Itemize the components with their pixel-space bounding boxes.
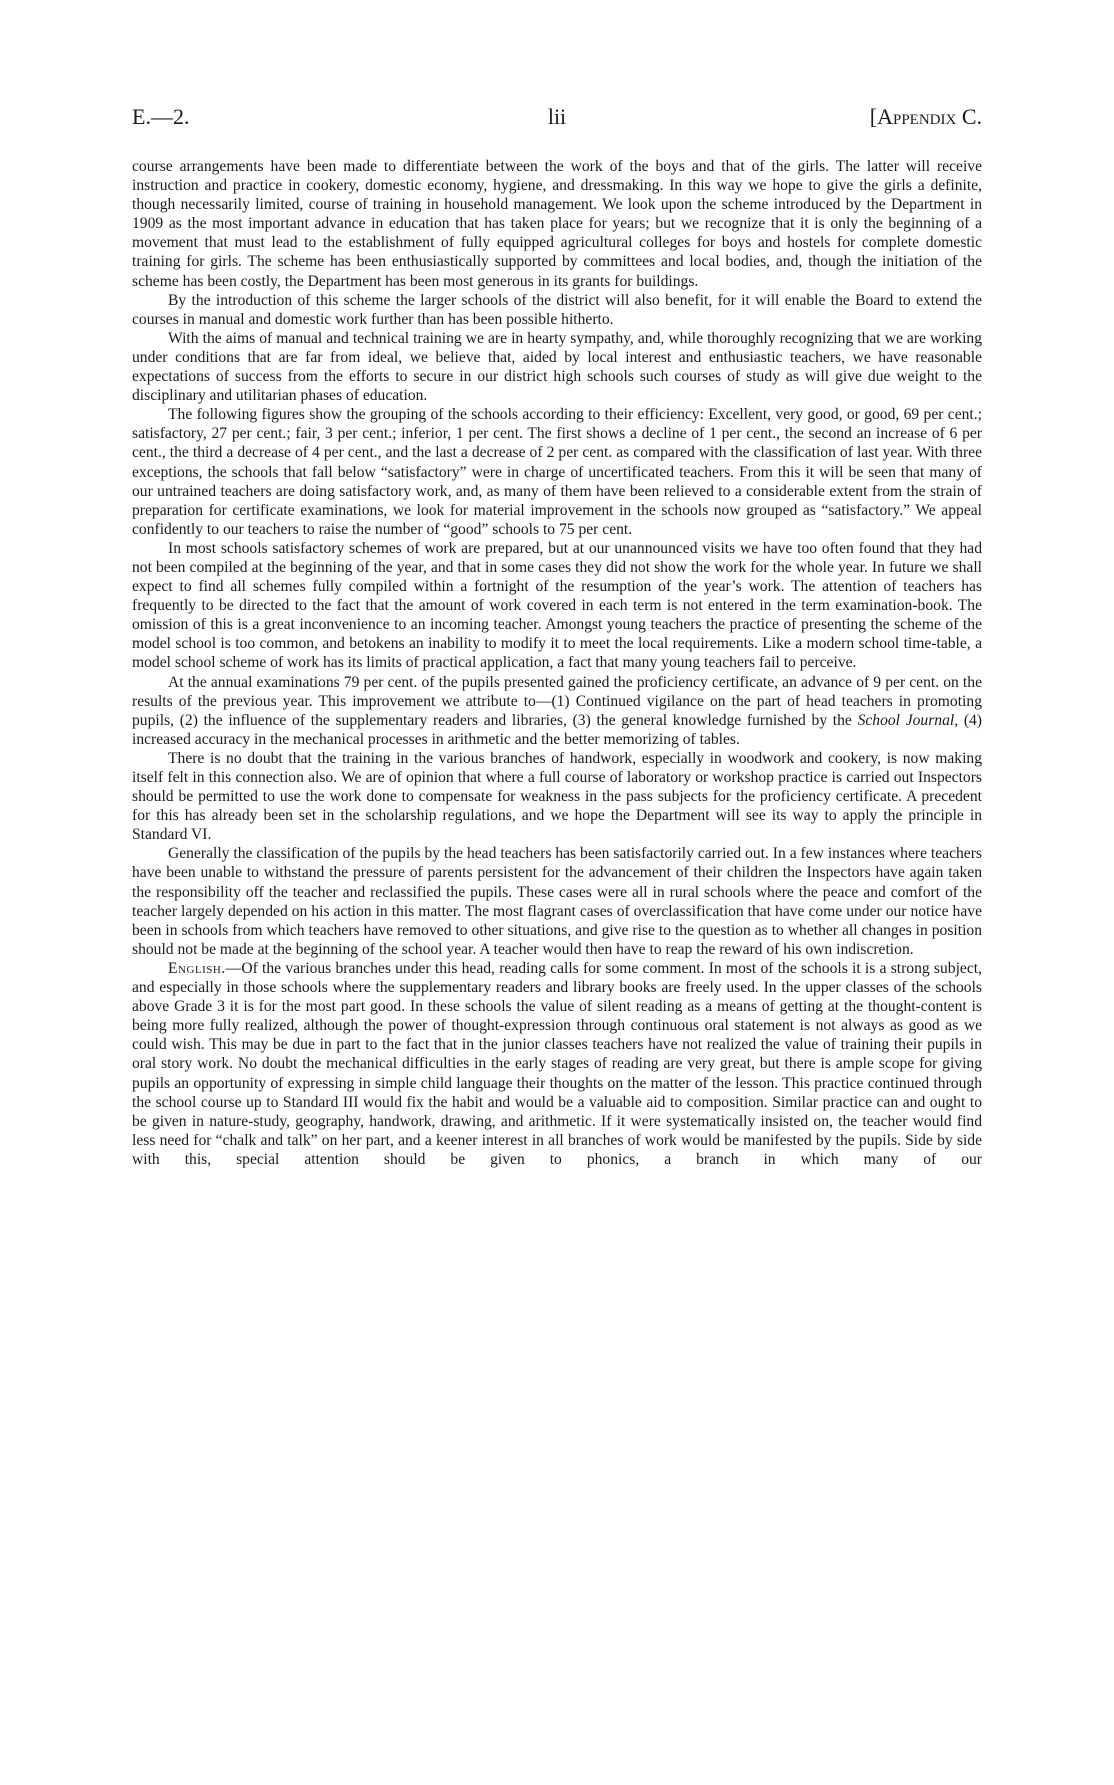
- header-reference: E.—2.: [132, 104, 190, 129]
- header-appendix: [Appendix C.: [869, 104, 982, 129]
- paragraph-5: In most schools satisfactory schemes of work are prepared, but at our unannounced visits we have too often found that they had not been compiled at the beginning of the year, and that in some cases they did not show the work for the whole year. In future we shall expect to find all schemes fully compiled within a fortnight of the resumption of the year’s work. The attention of teachers has frequently to be directed to the fact that the amount of work covered in each term is not entered in the term examination-book. The omission of this is a great inconvenience to an incoming teacher. Amongst young teachers the practice of presenting the scheme of the model school is too common, and betokens an inability to modify it to meet the local requirements. Like a modern school time-table, a model school scheme of work has its limits of practical application, a fact that many young teachers fail to perceive.: [132, 539, 982, 672]
- paragraph-7: There is no doubt that the training in the various branches of handwork, especially in woodwork and cookery, is now making itself felt in this connection also. We are of opinion that where a full course of laboratory or workshop practice is carried out Inspectors should be permitted to use the work done to compensate for weakness in the pass subjects for the proficiency certificate. A precedent for this has already been set in the scholarship regulations, and we hope the Department will see its way to apply the principle in Standard VI.: [132, 749, 982, 844]
- paragraph-6-post: , (4) increased accuracy in the mechanical processes in arithmetic and the better memorizing of tables.: [132, 711, 982, 748]
- page-number: lii: [547, 104, 567, 129]
- paragraph-4: The following figures show the grouping of the schools according to their efficiency: Excellent, very good, or good, 69 per cent.; satisfactory, 27 per cent.; fair, 3 per cent.; inferior, 1 per cent. The first shows a decline of 1 per cent., the second an increase of 6 per cent., the third a decrease of 4 per cent., and the last a decrease of 2 per cent. as compared with the classification of last year. With three exceptions, the schools that fall below “satisfactory” were in charge of uncertificated teachers. From this it will be seen that many of our untrained teachers are doing satisfactory work, and, as many of them have been relieved to a considerable extent from the strain of preparation for certificate examinations, we look for material improvement in the schools now grouped as “satisfactory.” We appeal confidently to our teachers to raise the number of “good” schools to 75 per cent.: [132, 406, 982, 538]
- page-header: [132, 104, 982, 138]
- journal-title: School Journal: [857, 711, 955, 729]
- section-heading-english: English.: [168, 959, 226, 977]
- paragraph-6-pre: At the annual examinations 79 per cent. of the pupils presented gained the proficiency certificate, an advance of 9 per cent. on the results of the previous year. This improvement we attribute to—(1) Continued vigilance on the part of head teachers in promoting pupils, (2) the influence of the supplementary readers and libraries, (3) the general knowledge furnished by the: [132, 673, 982, 729]
- paragraph-1: course arrangements have been made to differentiate between the work of the boys and that of the girls. The latter will receive instruction and practice in cookery, domestic economy, hygiene, and dressmaking. In this way we hope to give the girls a definite, though necessarily limited, course of training in household management. We look upon the scheme introduced by the Department in 1909 as the most important advance in education that has taken place for years; but we recognize that it is only the beginning of a movement that must lead to the establishment of fully equipped agricultural colleges for boys and hostels for complete domestic training for girls. The scheme has been enthusiastically supported by committees and local bodies, and, though the initiation of the scheme has been costly, the Department has been most generous in its grants for buildings.: [132, 158, 982, 290]
- body-text: [132, 157, 982, 1169]
- paragraph-8: Generally the classification of the pupils by the head teachers has been satisfactorily carried out. In a few instances where teachers have been unable to withstand the pressure of parents persistent for the advancement of their children the Inspectors have again taken the responsibility off the teacher and reclassified the pupils. These cases were all in rural schools where the peace and comfort of the teacher largely depended on his action in this matter. The most flagrant cases of overclassification that have come under our notice have been in schools from which teachers have removed to other situations, and give rise to the question as to whether all changes in position should not be made at the beginning of the school year. A teacher would then have to reap the reward of his own indiscretion.: [132, 845, 982, 958]
- paragraph-2: By the introduction of this scheme the larger schools of the district will also benefit, for it will enable the Board to extend the courses in manual and domestic work further than has been possible hitherto.: [132, 291, 982, 328]
- paragraph-6: [132, 673, 982, 749]
- paragraph-9-text: —Of the various branches under this head, reading calls for some comment. In most of the schools it is a strong subject, and especially in those schools where the supplementary readers and library books are freely used. In the upper classes of the schools above Grade 3 it is for the most part good. In these schools the value of silent reading as a means of getting at the thought-content is being more fully realized, although the power of thought-expression through continuous oral statement is not always as good as we could wish. This may be due in part to the fact that in the junior classes teachers have not realized the value of training their pupils in oral story work. No doubt the mechanical difficulties in the early stages of reading are very great, but there is ample scope for giving pupils an opportunity of expressing in simple child language their thoughts on the matter of the lesson. This practice continued through the school course up to Standard III would fix the habit and would be a valuable aid to composition. Similar practice can and ought to be given in nature-study, geography, handwork, drawing, and arithmetic. If it were systematically insisted on, the teacher would find less need for “chalk and talk” on her part, and a keener interest in all branches of work would be manifested by the pupils. Side by side with this, special attention should be given to phonics, a branch in which many of our: [132, 959, 982, 1168]
- document-page: [132, 104, 982, 1169]
- paragraph-9: [132, 959, 982, 1169]
- paragraph-3: With the aims of manual and technical training we are in hearty sympathy, and, while thoroughly recognizing that we are working under conditions that are far from ideal, we believe that, aided by local interest and enthusiastic teachers, we have reasonable expectations of success from the efforts to secure in our district high schools such courses of study as will give due weight to the disciplinary and utilitarian phases of education.: [132, 329, 982, 405]
